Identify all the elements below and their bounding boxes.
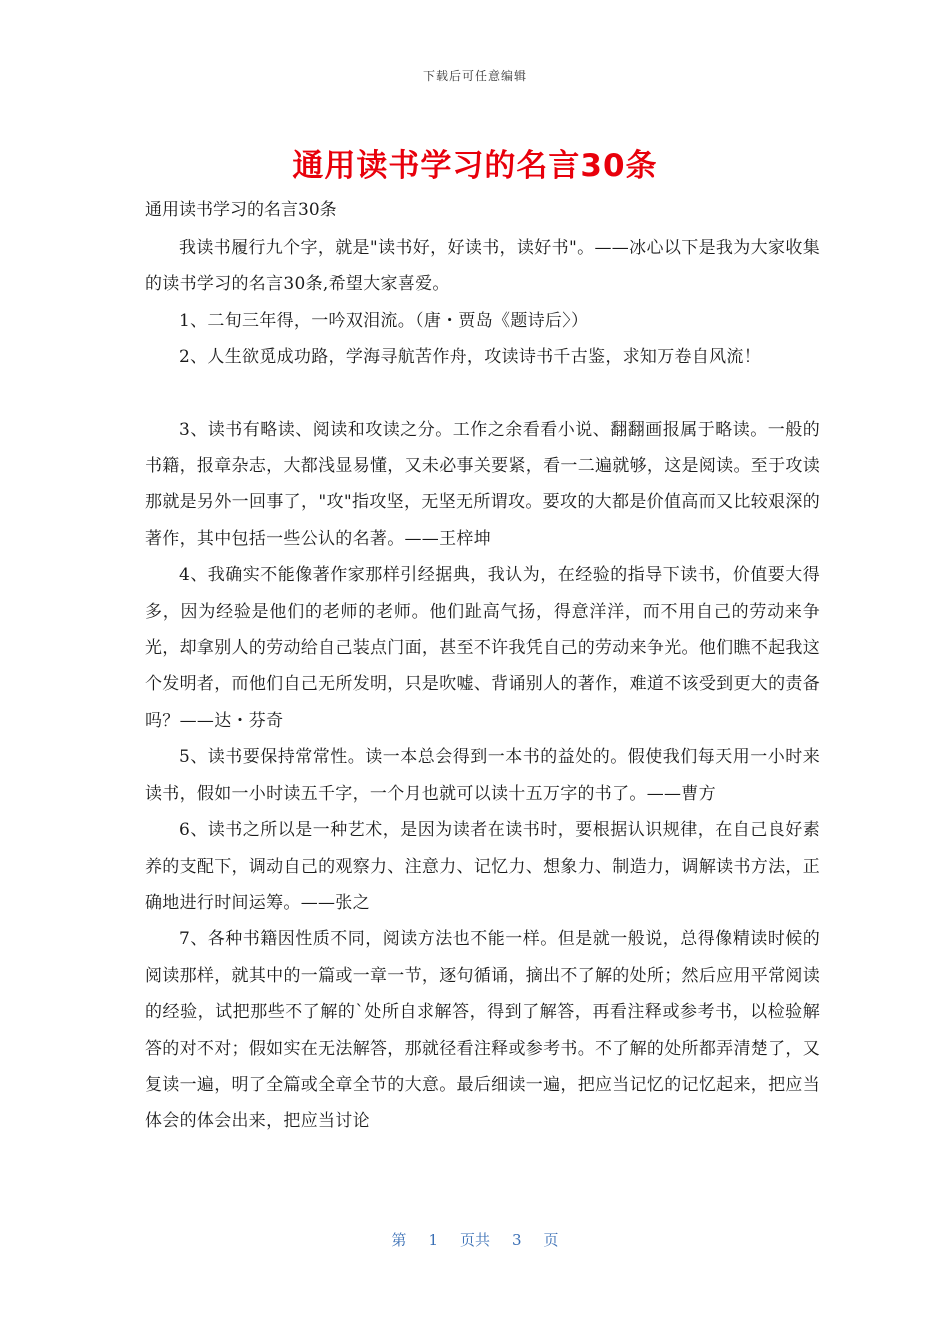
quote-paragraph-5: 5、读书要保持常常性。读一本总会得到一本书的益处的。假使我们每天用一小时来读书，假如一小时读五千字，一个月也就可以读十五万字的书了。——曹方 [145, 747, 820, 804]
page-footer [0, 1229, 950, 1250]
quote-paragraph-7: 7、各种书籍因性质不同，阅读方法也不能一样。但是就一般说，总得像精读时候的阅读那样，就其中的一篇或一章一节，逐句循诵，摘出不了解的处所；然后应用平常阅读的经验，试把那些不了解的`处所自求解答，得到了解答，再看注释或参考书，以检验解答的对不对；假如实在无法解答，那就径看注释或参考书。不了解的处所都弄清楚了，又复读一遍，明了全篇或全章全节的大意。最后细读一遍，把应当记忆的记忆起来，把应当体会的体会出来，把应当讨论 [145, 929, 820, 1132]
quote-paragraph-4: 4、我确实不能像著作家那样引经据典，我认为，在经验的指导下读书，价值要大得多，因为经验是他们的老师的老师。他们趾高气扬，得意洋洋，而不用自己的劳动来争光，却拿别人的劳动给自己装点门面，甚至不许我凭自己的劳动来争光。他们瞧不起我这个发明者，而他们自己无所发明，只是吹嘘、背诵别人的著作，难道不该受到更大的责备吗？——达・芬奇 [145, 565, 820, 731]
quote-paragraph-2: 2、人生欲觅成功路，学海寻航苦作舟，攻读诗书千古鉴，求知万卷自风流！ [179, 347, 762, 368]
intro-paragraph: 我读书履行九个字，就是"读书好，好读书，读好书"。——冰心以下是我为大家收集的读书学习的名言30条,希望大家喜爱。 [145, 238, 820, 295]
footer-page-label: 第 [391, 1231, 407, 1249]
document-subtitle: 通用读书学习的名言30条 [145, 200, 337, 220]
document-title: 通用读书学习的名言30条 [292, 148, 658, 184]
footer-page-suffix: 页 [543, 1231, 559, 1249]
quote-paragraph-6: 6、读书之所以是一种艺术，是因为读者在读书时，要根据认识规律，在自己良好素养的支配下，调动自己的观察力、注意力、记忆力、想象力、制造力，调解读书方法，正确地进行时间运筹。——张之 [145, 820, 820, 913]
quote-paragraph-1: 1、二旬三年得，一吟双泪流。（唐・贾岛《题诗后〉） [179, 310, 589, 331]
footer-of-label: 页共 [459, 1231, 490, 1249]
footer-total-pages: 3 [512, 1231, 522, 1249]
footer-page-number: 1 [428, 1231, 438, 1249]
header-note: 下载后可任意编辑 [422, 69, 527, 83]
document-body [145, 230, 820, 1140]
quote-paragraph-3: 3、读书有略读、阅读和攻读之分。工作之余看看小说、翻翻画报属于略读。一般的书籍，报章杂志，大都浅显易懂，又未必事关要紧，看一二遍就够，这是阅读。至于攻读那就是另外一回事了，"攻"指攻坚，无坚无所谓攻。要攻的大都是价值高而又比较艰深的著作，其中包括一些公认的名著。——王梓坤 [145, 419, 820, 549]
